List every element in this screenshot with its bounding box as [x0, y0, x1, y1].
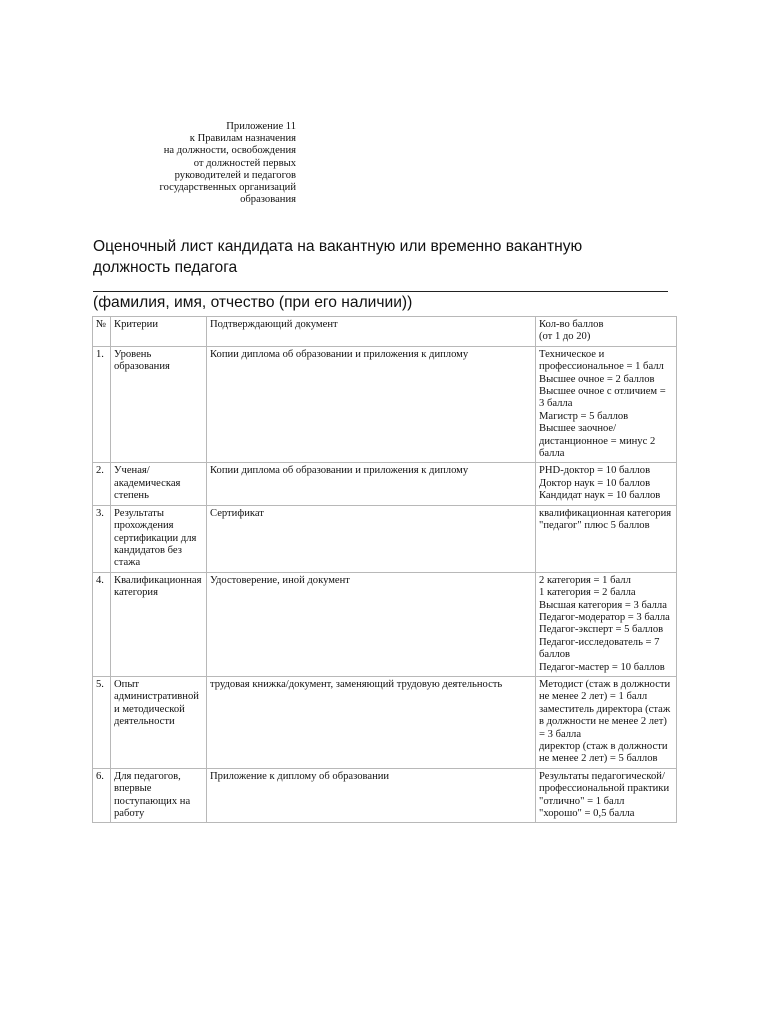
fio-underline	[93, 291, 668, 292]
points-line: Педагог-эксперт = 5 баллов	[539, 624, 664, 636]
table-row	[93, 768, 677, 823]
row-points	[536, 572, 677, 676]
row-document: Копии диплома об образовании и приложения к диплому	[207, 463, 536, 505]
points-line: Педагог-модератор = 3 балла	[539, 611, 670, 623]
row-document: трудовая книжка/документ, заменяющий трудовую деятельность	[207, 676, 536, 768]
table-row	[93, 676, 677, 768]
appendix-line: руководителей и педагогов	[174, 169, 296, 181]
row-num: 5.	[93, 676, 111, 768]
row-criteria: Результаты прохождения сертификации для кандидатов без стажа	[111, 505, 207, 572]
header-points-line: (от 1 до 20)	[539, 331, 591, 343]
points-line: Результаты педагогической/ профессиональной практики "отлично" = 1 балл	[539, 770, 670, 807]
row-num: 4.	[93, 572, 111, 676]
points-line: заместитель директора (стаж в должности не менее 2 лет) = 3 балла	[539, 703, 671, 740]
row-num: 3.	[93, 505, 111, 572]
row-criteria: Ученая/ академическая степень	[111, 463, 207, 505]
points-line: директор (стаж в должности не менее 2 лет) = 5 баллов	[539, 741, 668, 765]
row-points	[536, 505, 677, 572]
row-document: Удостоверение, иной документ	[207, 572, 536, 676]
points-line: Педагог-мастер = 10 баллов	[539, 661, 665, 673]
table-row	[93, 463, 677, 505]
row-document: Копии диплома об образовании и приложения к диплому	[207, 346, 536, 463]
appendix-line: на должности, освобождения	[163, 145, 296, 157]
criteria-table	[92, 316, 677, 823]
appendix-line: к Правилам назначения	[189, 133, 296, 145]
points-line: Доктор наук = 10 баллов	[539, 477, 651, 489]
points-line: квалификационная категория "педагог" плюс 5 баллов	[539, 507, 672, 532]
points-line: PHD-доктор = 10 баллов	[539, 465, 651, 477]
table-header-row	[93, 317, 677, 347]
appendix-line: Приложение 11	[226, 121, 296, 132]
row-num: 1.	[93, 346, 111, 463]
header-num: №	[93, 317, 111, 347]
table-row	[93, 572, 677, 676]
table-row	[93, 346, 677, 463]
points-line: "хорошо" = 0,5 балла	[539, 808, 635, 820]
row-criteria: Квалификационная категория	[111, 572, 207, 676]
row-criteria: Для педагогов, впервые поступающих на работу	[111, 768, 207, 823]
row-num: 6.	[93, 768, 111, 823]
appendix-line: образования	[240, 194, 296, 206]
points-line: Педагог-исследователь = 7 баллов	[539, 636, 660, 661]
points-line: Высшая категория = 3 балла	[539, 599, 667, 611]
header-document: Подтверждающий документ	[207, 317, 536, 347]
points-line: Высшее очное = 2 баллов	[539, 373, 655, 385]
fio-caption: (фамилия, имя, отчество (при его наличии))	[93, 294, 413, 311]
row-document: Сертификат	[207, 505, 536, 572]
points-line: 1 категория = 2 балла	[539, 587, 636, 599]
document-title: Оценочный лист кандидата на вакантную или временно вакантную должность педагога	[93, 238, 583, 276]
row-points	[536, 346, 677, 463]
row-num: 2.	[93, 463, 111, 505]
appendix-note	[100, 121, 296, 206]
points-line: Высшее очное с отличием = 3 балла	[539, 386, 666, 410]
header-points	[536, 317, 677, 347]
points-line: 2 категория = 1 балл	[539, 574, 631, 586]
row-criteria: Опыт административной и методической деятельности	[111, 676, 207, 768]
points-line: Кандидат наук = 10 баллов	[539, 490, 661, 502]
points-line: Высшее заочное/дистанционное = минус 2 балла	[539, 423, 656, 460]
row-points	[536, 463, 677, 505]
points-line: Методист (стаж в должности не менее 2 лет) = 1 балл	[539, 678, 671, 703]
row-criteria: Уровень образования	[111, 346, 207, 463]
row-document: Приложение к диплому об образовании	[207, 768, 536, 823]
row-points	[536, 676, 677, 768]
header-points-line: Кол-во баллов	[539, 319, 604, 330]
points-line: Техническое и профессиональное = 1 балл	[539, 348, 664, 373]
appendix-line: государственных организаций	[159, 182, 296, 194]
row-points	[536, 768, 677, 823]
points-line: Магистр = 5 баллов	[539, 410, 629, 422]
appendix-line: от должностей первых	[193, 157, 296, 169]
header-criteria: Критерии	[111, 317, 207, 347]
table-row	[93, 505, 677, 572]
